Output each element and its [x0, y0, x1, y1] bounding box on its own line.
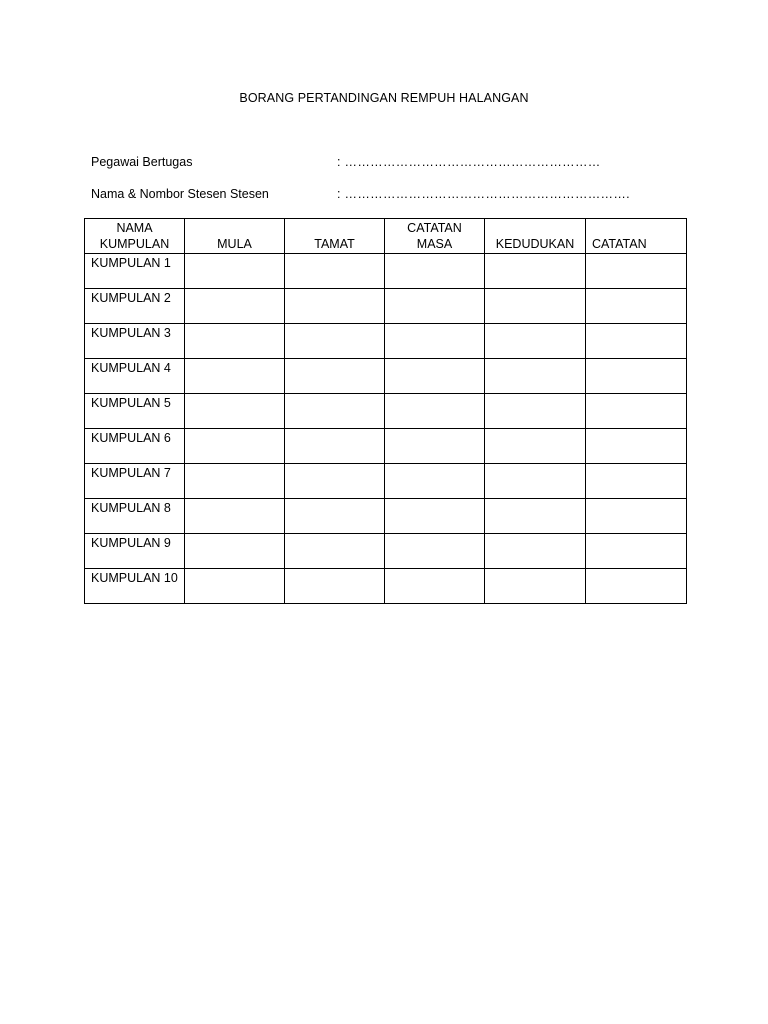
- cell-catatan-masa[interactable]: [385, 534, 485, 569]
- header-catatan-masa: [385, 219, 485, 254]
- header-line: NAMA: [116, 221, 153, 235]
- field-label-pegawai: Pegawai Bertugas: [91, 155, 193, 169]
- cell-mula[interactable]: [185, 324, 285, 359]
- cell-catatan-masa[interactable]: [385, 359, 485, 394]
- cell-catatan[interactable]: [586, 499, 687, 534]
- cell-catatan-masa[interactable]: [385, 499, 485, 534]
- cell-kedudukan[interactable]: [485, 569, 586, 604]
- cell-tamat[interactable]: [285, 499, 385, 534]
- cell-tamat[interactable]: [285, 359, 385, 394]
- header-line: CATATAN: [407, 221, 462, 235]
- cell-mula[interactable]: [185, 464, 285, 499]
- cell-tamat[interactable]: [285, 324, 385, 359]
- table-row: [85, 499, 687, 534]
- row-label-kumpulan: KUMPULAN 10: [85, 569, 185, 604]
- header-mula: [185, 219, 285, 254]
- cell-tamat[interactable]: [285, 429, 385, 464]
- table-row: [85, 569, 687, 604]
- cell-mula[interactable]: [185, 534, 285, 569]
- cell-catatan[interactable]: [586, 429, 687, 464]
- cell-catatan-masa[interactable]: [385, 289, 485, 324]
- cell-tamat[interactable]: [285, 534, 385, 569]
- table-header-row: [85, 219, 687, 254]
- cell-kedudukan[interactable]: [485, 289, 586, 324]
- cell-catatan[interactable]: [586, 289, 687, 324]
- cell-tamat[interactable]: [285, 569, 385, 604]
- cell-catatan-masa[interactable]: [385, 394, 485, 429]
- header-line: CATATAN: [592, 237, 647, 251]
- cell-kedudukan[interactable]: [485, 464, 586, 499]
- cell-mula[interactable]: [185, 429, 285, 464]
- table-body: [85, 254, 687, 604]
- results-table: [84, 218, 687, 604]
- table-row: [85, 254, 687, 289]
- header-catatan: [586, 219, 687, 254]
- header-line: TAMAT: [314, 237, 355, 251]
- cell-catatan-masa[interactable]: [385, 464, 485, 499]
- cell-catatan[interactable]: [586, 394, 687, 429]
- header-line: MULA: [217, 237, 252, 251]
- cell-catatan[interactable]: [586, 534, 687, 569]
- row-label-kumpulan: KUMPULAN 5: [85, 394, 185, 429]
- field-value-pegawai: : ……………………………………………………: [337, 155, 601, 169]
- cell-kedudukan[interactable]: [485, 359, 586, 394]
- header-nama-kumpulan: [85, 219, 185, 254]
- cell-catatan[interactable]: [586, 254, 687, 289]
- table-row: [85, 464, 687, 499]
- table-row: [85, 359, 687, 394]
- cell-mula[interactable]: [185, 499, 285, 534]
- cell-catatan-masa[interactable]: [385, 324, 485, 359]
- cell-kedudukan[interactable]: [485, 534, 586, 569]
- cell-mula[interactable]: [185, 254, 285, 289]
- header-kedudukan: [485, 219, 586, 254]
- table-row: [85, 394, 687, 429]
- row-label-kumpulan: KUMPULAN 3: [85, 324, 185, 359]
- cell-mula[interactable]: [185, 289, 285, 324]
- cell-kedudukan[interactable]: [485, 394, 586, 429]
- cell-tamat[interactable]: [285, 394, 385, 429]
- cell-catatan[interactable]: [586, 569, 687, 604]
- cell-catatan-masa[interactable]: [385, 429, 485, 464]
- field-label-stesen: Nama & Nombor Stesen Stesen: [91, 187, 269, 201]
- header-line: KUMPULAN: [99, 237, 170, 251]
- cell-mula[interactable]: [185, 359, 285, 394]
- cell-tamat[interactable]: [285, 254, 385, 289]
- cell-tamat[interactable]: [285, 289, 385, 324]
- cell-catatan[interactable]: [586, 359, 687, 394]
- row-label-kumpulan: KUMPULAN 1: [85, 254, 185, 289]
- cell-catatan[interactable]: [586, 464, 687, 499]
- cell-kedudukan[interactable]: [485, 429, 586, 464]
- header-line: MASA: [416, 237, 453, 251]
- cell-catatan-masa[interactable]: [385, 254, 485, 289]
- row-label-kumpulan: KUMPULAN 2: [85, 289, 185, 324]
- row-label-kumpulan: KUMPULAN 9: [85, 534, 185, 569]
- field-value-stesen: : ………………………………………………………….: [337, 187, 630, 201]
- table-row: [85, 289, 687, 324]
- table-row: [85, 324, 687, 359]
- header-tamat: [285, 219, 385, 254]
- cell-kedudukan[interactable]: [485, 254, 586, 289]
- table-row: [85, 429, 687, 464]
- header-line: KEDUDUKAN: [495, 237, 575, 251]
- row-label-kumpulan: KUMPULAN 8: [85, 499, 185, 534]
- form-title: BORANG PERTANDINGAN REMPUH HALANGAN: [239, 91, 529, 105]
- cell-tamat[interactable]: [285, 464, 385, 499]
- cell-mula[interactable]: [185, 394, 285, 429]
- row-label-kumpulan: KUMPULAN 4: [85, 359, 185, 394]
- cell-kedudukan[interactable]: [485, 499, 586, 534]
- table-row: [85, 534, 687, 569]
- row-label-kumpulan: KUMPULAN 6: [85, 429, 185, 464]
- row-label-kumpulan: KUMPULAN 7: [85, 464, 185, 499]
- cell-mula[interactable]: [185, 569, 285, 604]
- cell-catatan[interactable]: [586, 324, 687, 359]
- cell-catatan-masa[interactable]: [385, 569, 485, 604]
- cell-kedudukan[interactable]: [485, 324, 586, 359]
